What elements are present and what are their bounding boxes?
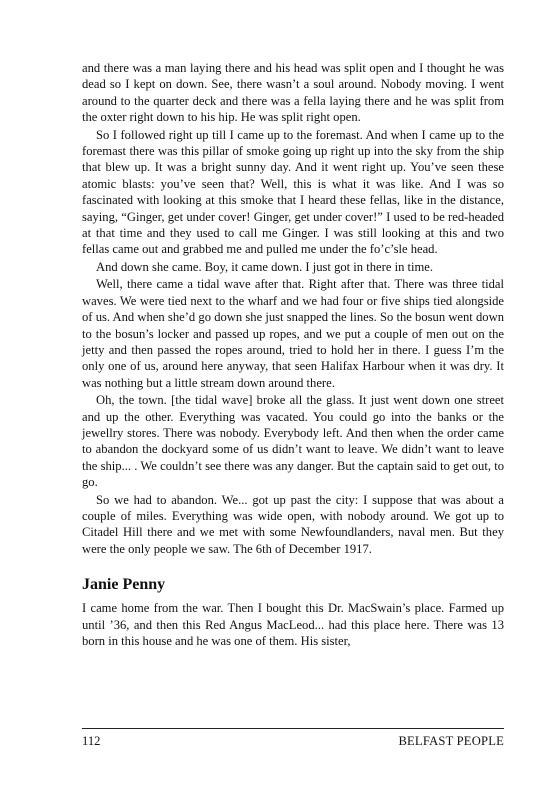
body-paragraph-2: So I followed right up till I came up to the foremast. And when I came up to the foremast there was this pillar of smoke going up right up into the sky from the ship that blew up. It was a bright sunny day. And it went right up. You’ve seen these atomic blasts: you’ve seen that? Well, this is what it was like. And I was so fascinated with looking at this smoke that I heard these fellas, like in the distance, saying, “Ginger, get under cover! Ginger, get under cover!” I used to be red-headed at that time and they used to call me Ginger. I was still looking at this and two fellas came out and grabbed me and pulled me under the fo’c’sle head.: [82, 127, 504, 257]
body-paragraph-5: Oh, the town. [the tidal wave] broke all the glass. It just went down one street and up the other. Everything was vacated. You could go into the banks or the jewellry stores. There was nobody. Everybody left. And then when the order came to abandon the dockyard some of us didn’t want to leave. We didn’t want to leave the ship... . We couldn’t see there was any danger. But the captain said to get out, to go.: [82, 393, 504, 490]
footer-row: [82, 733, 504, 749]
section-paragraph: I came home from the war. Then I bought this Dr. MacSwain’s place. Farmed up until ’36, and then this Red Angus MacLeod... had this place here. There was 13 born in this house and he was one of them. His sister,: [82, 601, 504, 648]
page-number: 112: [82, 734, 101, 748]
page-footer: [82, 728, 504, 749]
footer-rule: [82, 728, 504, 729]
book-title: BELFAST PEOPLE: [398, 734, 504, 748]
body-paragraph-3: And down she came. Boy, it came down. I just got in there in time.: [96, 259, 434, 274]
body-paragraph-1: and there was a man laying there and his head was split open and I thought he was dead so I kept on down. See, there wasn’t a soul around. Nobody moving. I went around to the quarter deck and there was a fella laying there and he was split from the oxter right down to his hip. He was split right open.: [82, 61, 504, 125]
body-paragraph-4: Well, there came a tidal wave after that. Right after that. There was three tidal waves. We were tied next to the wharf and we had four or five ships tied alongside of us. And when she’d go down she just snapped the lines. So the bosun went down to the bosun’s locker and passed up ropes, and we put a couple of men out on the jetty and then passed the ropes around, tried to hold her in there. I guess I’m the only one of us, around here anyway, that seen Halifax Harbour when it was dry. It was nothing but a little stream down around there.: [82, 277, 504, 390]
body-paragraph-6: So we had to abandon. We... got up past the city: I suppose that was about a couple of miles. Everything was wide open, with nobody around. We got up to Citadel Hill there and we met with some Newfoundlanders, naval men. But they were the only people we saw. The 6th of December 1917.: [82, 492, 504, 556]
page-content: [82, 60, 504, 649]
section-heading: Janie Penny: [82, 576, 166, 594]
